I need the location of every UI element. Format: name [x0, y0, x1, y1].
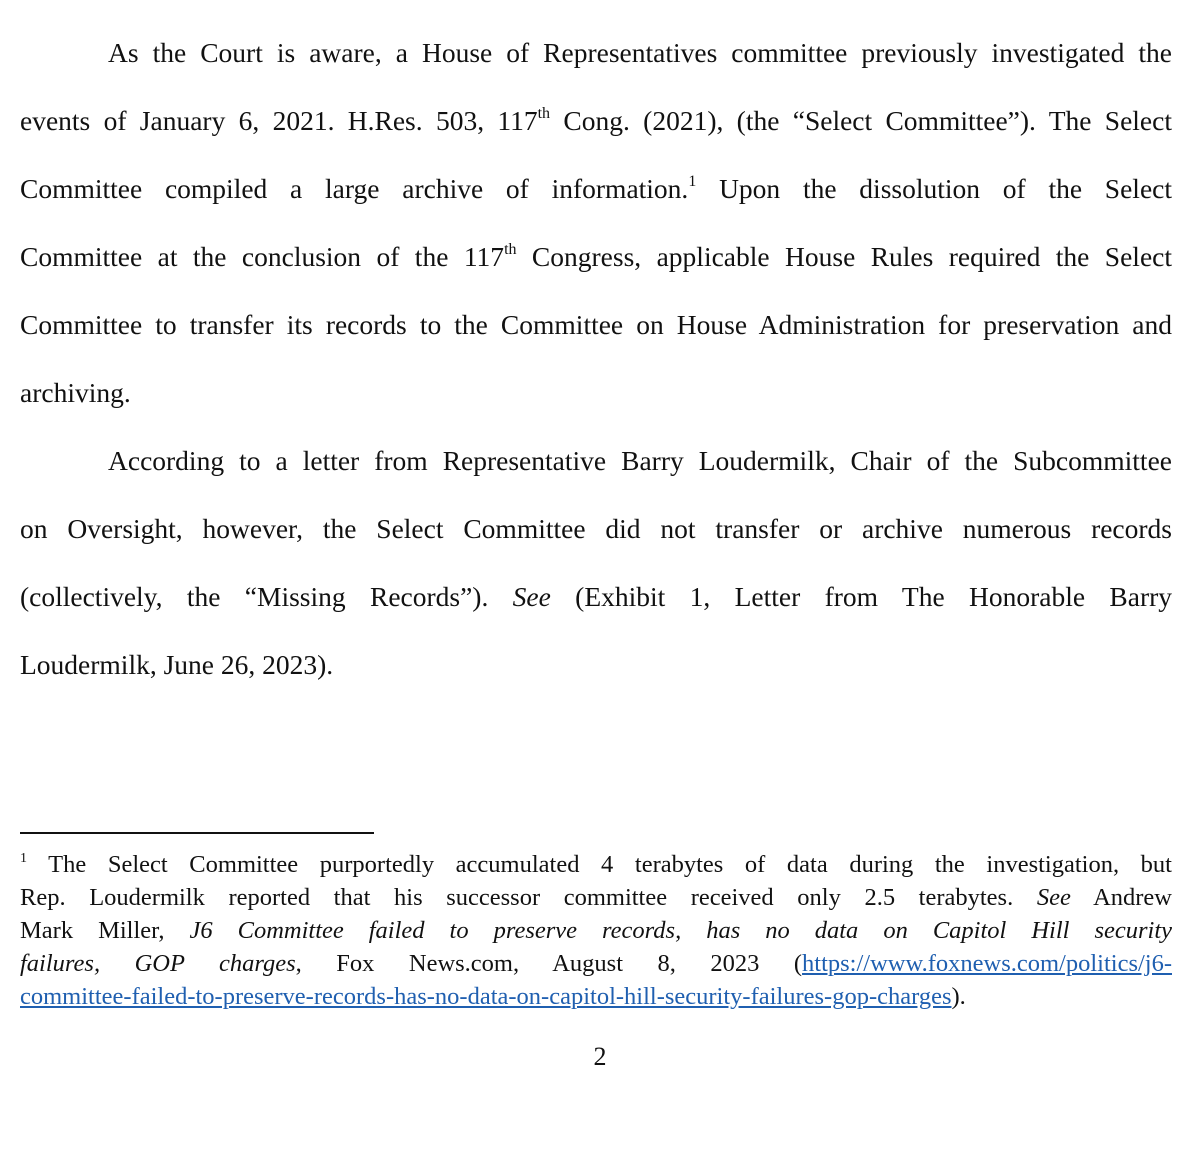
text-run: ). [951, 983, 966, 1010]
text-run: According to a letter from Representative Barry Loudermilk, Chair of the Subcommittee [108, 445, 1172, 476]
text-run: As the Court is aware, a House of Representatives committee previously investigated the [108, 37, 1172, 68]
text-run: , Fox News.com, August 8, 2023 ( [295, 950, 803, 977]
text-run: Andrew [1070, 884, 1172, 911]
text-run: (collectively, the “Missing Records”). [20, 581, 513, 612]
superscript: th [504, 241, 517, 258]
text-run: Committee to transfer its records to the Committee on House Administration for preservation and [20, 309, 1172, 340]
paragraph-2-line-2 [20, 512, 1172, 546]
text-run: Loudermilk, June 26, 2023). [20, 649, 334, 680]
signal-see: See [512, 581, 551, 612]
text-run: Upon the dissolution of the Select [696, 173, 1172, 204]
text-run: Cong. (2021), (the “Select Committee”). The Select [550, 105, 1172, 136]
footnote-separator [20, 832, 374, 834]
superscript: th [537, 105, 551, 122]
footnote-line-5 [20, 982, 1172, 1012]
text-run: The Select Committee purportedly accumulated 4 terabytes of data during the investigation, but [27, 851, 1172, 878]
signal-see: See [1036, 884, 1071, 911]
footnote-reference[interactable]: 1 [688, 173, 697, 190]
source-link[interactable]: committee-failed-to-preserve-records-has-no-data-on-capitol-hill-security-failures-gop-charges [20, 983, 952, 1010]
text-run: Congress, applicable House Rules required the Select [516, 241, 1173, 272]
paragraph-1-line-2 [20, 104, 1172, 138]
paragraph-2-line-4 [20, 648, 1172, 682]
text-run: events of January 6, 2021. H.Res. 503, 117 [20, 105, 538, 136]
text-run: archiving. [20, 377, 131, 408]
text-run: Committee compiled a large archive of information. [20, 173, 689, 204]
paragraph-1-line-1 [108, 36, 1172, 70]
article-title: failures, GOP charges [20, 950, 296, 977]
text-run: Rep. Loudermilk reported that his successor committee received only 2.5 terabytes. [20, 884, 1037, 911]
footnote-line-2 [20, 883, 1172, 913]
paragraph-2-line-1 [108, 444, 1172, 478]
footnote-line-3 [20, 916, 1172, 946]
footnote-line-1 [20, 850, 1172, 880]
footnote-marker: 1 [20, 851, 27, 866]
paragraph-1-line-3 [20, 172, 1172, 206]
paragraph-2-line-3 [20, 580, 1172, 614]
paragraph-1-line-5 [20, 308, 1172, 342]
footnote-line-4 [20, 949, 1172, 979]
text-run: Mark Miller, [20, 917, 190, 944]
source-link[interactable]: https://www.foxnews.com/politics/j6- [802, 950, 1172, 977]
paragraph-1-line-4 [20, 240, 1172, 274]
page-number: 2 [593, 1042, 607, 1071]
paragraph-1-line-6 [20, 376, 1172, 410]
text-run: Committee at the conclusion of the 117 [20, 241, 505, 272]
text-run: (Exhibit 1, Letter from The Honorable Barry [550, 581, 1173, 612]
text-run: on Oversight, however, the Select Committee did not transfer or archive numerous records [20, 513, 1172, 544]
article-title: J6 Committee failed to preserve records, has no data on Capitol Hill security [189, 917, 1173, 944]
